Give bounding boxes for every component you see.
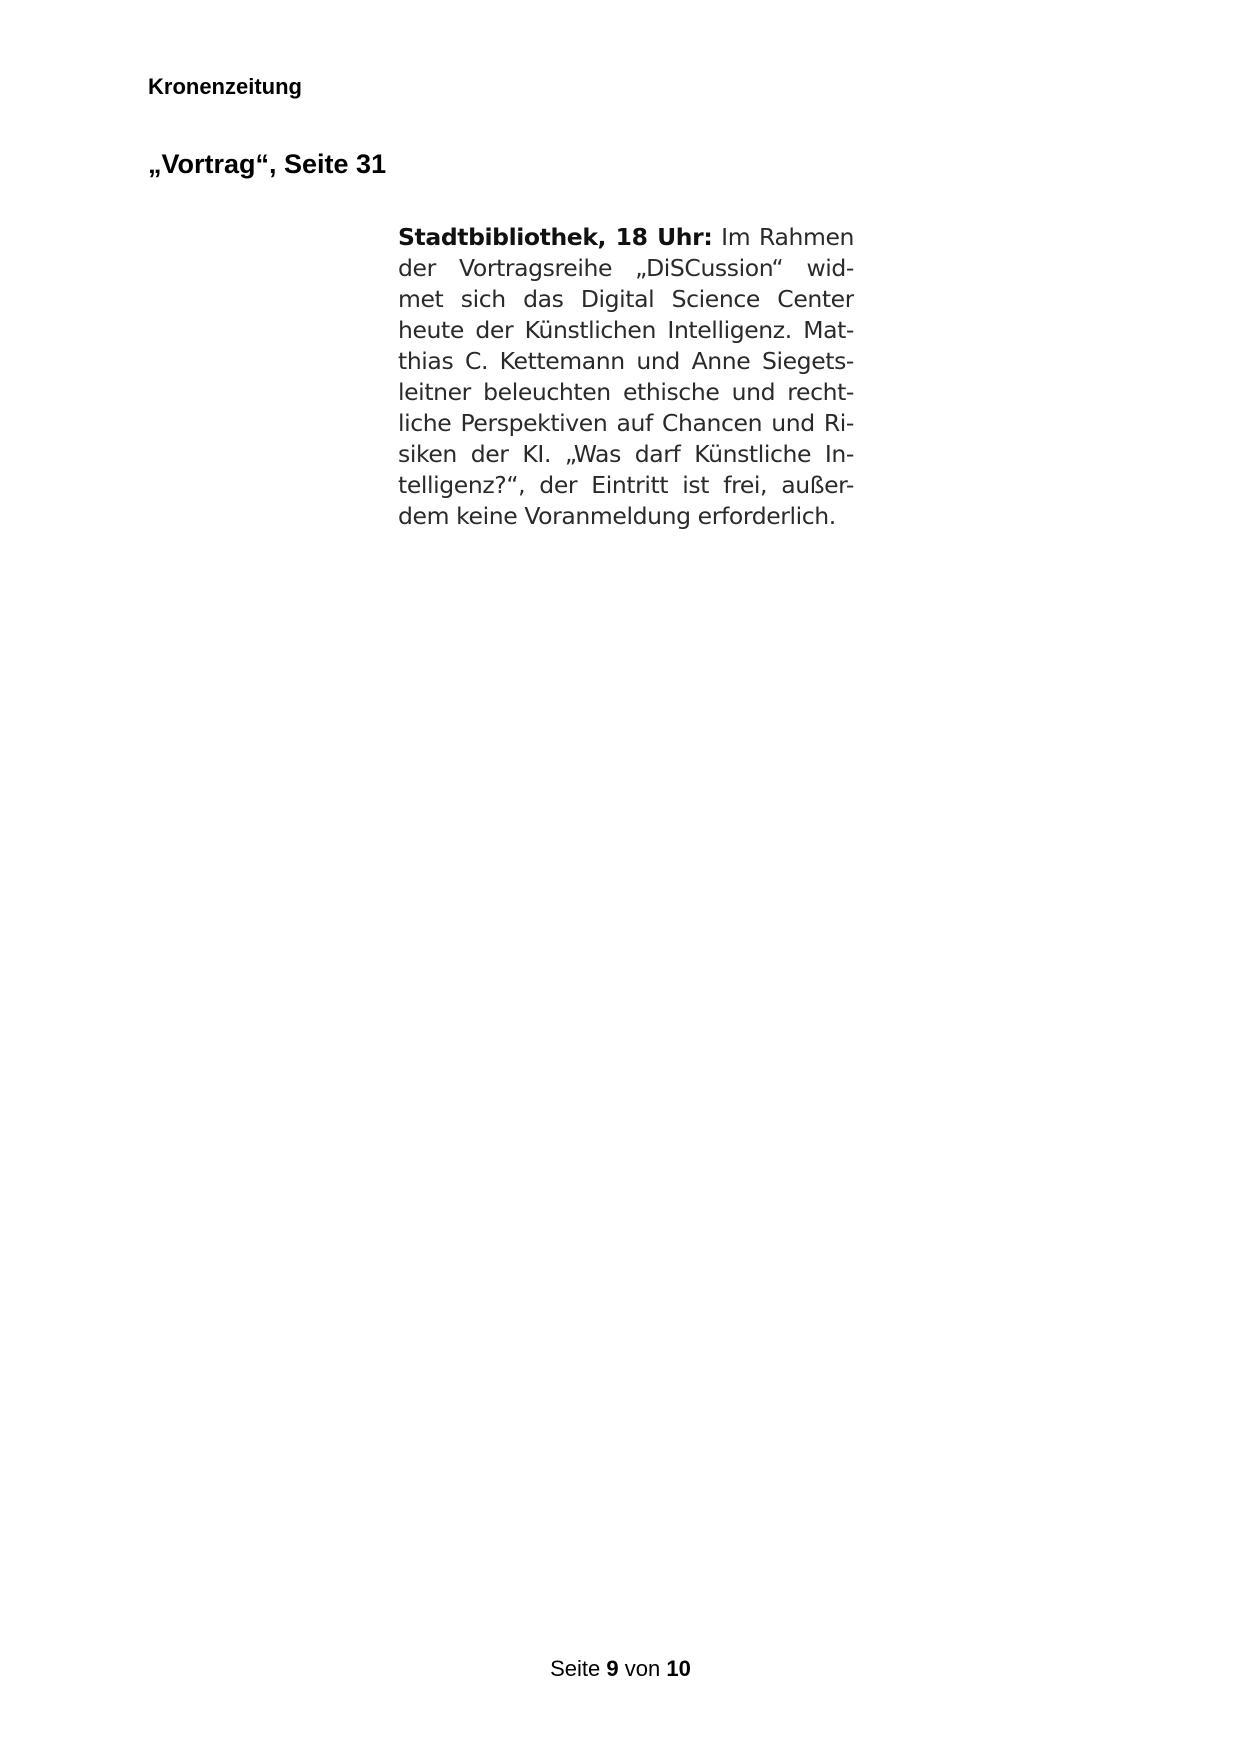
clipping-line-8: siken der KI. „Was darf Künstliche In- <box>398 440 854 468</box>
publication-name: Kronenzeitung <box>148 74 302 99</box>
clipping-line-1 <box>398 222 854 253</box>
footer-separator: von <box>624 1656 661 1681</box>
footer-total-pages: 10 <box>666 1656 691 1681</box>
clipping-line-9: telligenz?“, der Eintritt ist frei, außer- <box>398 471 854 499</box>
clipping-line-text: Im Rahmen <box>721 223 854 251</box>
clipping-line-2: der Vortragsreihe „DiSCussion“ wid- <box>398 254 854 282</box>
article-title: „Vortrag“, Seite 31 <box>148 149 387 179</box>
newspaper-clipping <box>398 222 854 552</box>
clipping-lead: Stadtbibliothek, 18 Uhr: <box>398 223 713 251</box>
footer-current-page: 9 <box>606 1656 619 1681</box>
clipping-line-5: thias C. Kettemann und Anne Siegets- <box>398 347 854 375</box>
clipping-line-3: met sich das Digital Science Center <box>398 285 854 313</box>
page-footer <box>0 1656 1241 1682</box>
clipping-line-7: liche Perspektiven auf Chancen und Ri- <box>398 409 854 437</box>
clipping-line-6: leitner beleuchten ethische und recht- <box>398 378 854 406</box>
footer-prefix: Seite <box>550 1656 601 1681</box>
clipping-line-10: dem keine Voranmeldung erforderlich. <box>398 502 836 530</box>
clipping-line-4: heute der Künstlichen Intelligenz. Mat- <box>398 316 854 344</box>
